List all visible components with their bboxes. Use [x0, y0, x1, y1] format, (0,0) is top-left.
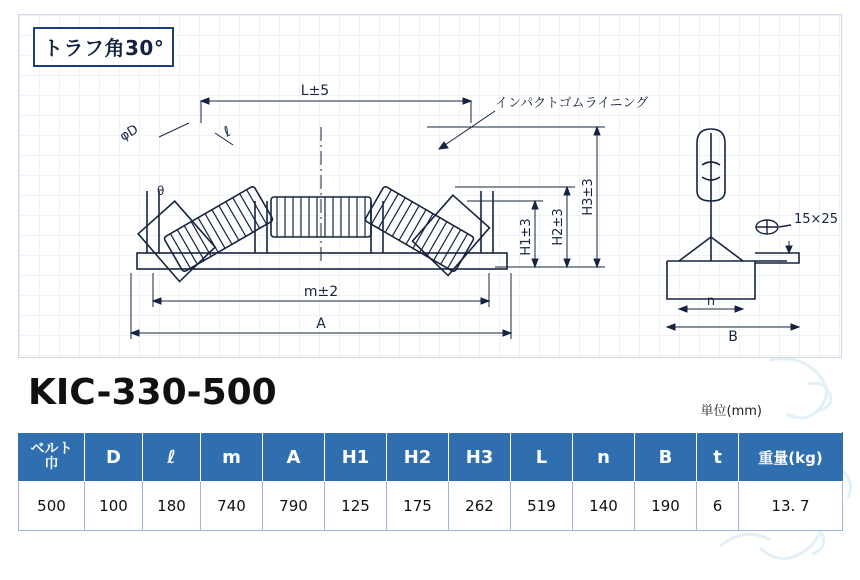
product-code: KIC-330-500: [28, 372, 277, 413]
header-belt-width-line2: 巾: [44, 456, 59, 472]
cell-belt-width: 500: [19, 482, 85, 531]
label-m: m±2: [303, 284, 339, 300]
header-h3: H3: [449, 433, 511, 482]
cell-ell: 180: [143, 482, 201, 531]
header-h1: H1: [325, 433, 387, 482]
spec-table: [18, 432, 843, 531]
label-b: B: [728, 329, 738, 345]
table-row: [19, 482, 843, 531]
cell-d: 100: [85, 482, 143, 531]
label-phi-d: φD: [117, 122, 142, 145]
label-slot: 15×25: [794, 212, 838, 227]
header-n: n: [573, 433, 635, 482]
cell-l: 519: [511, 482, 573, 531]
header-m: m: [201, 433, 263, 482]
cell-n: 140: [573, 482, 635, 531]
table-header-row: [19, 433, 843, 482]
label-h2: H2±3: [551, 208, 566, 246]
spec-table-wrapper: [18, 432, 842, 531]
cell-t: 6: [697, 482, 739, 531]
cell-weight: 13. 7: [739, 482, 843, 531]
label-h3: H3±3: [581, 178, 596, 216]
cell-h1: 125: [325, 482, 387, 531]
label-theta: θ: [157, 184, 165, 198]
header-t: t: [697, 433, 739, 482]
header-l: L: [511, 433, 573, 482]
header-h2: H2: [387, 433, 449, 482]
header-b: B: [635, 433, 697, 482]
unit-note: 単位(mm): [700, 404, 762, 419]
header-belt-width: [19, 433, 85, 482]
cell-h2: 175: [387, 482, 449, 531]
cell-a: 790: [263, 482, 325, 531]
label-a: A: [316, 316, 326, 332]
cell-h3: 262: [449, 482, 511, 531]
label-h1: H1±3: [519, 218, 534, 256]
label-ell: ℓ: [221, 123, 235, 141]
header-d: D: [85, 433, 143, 482]
cell-m: 740: [201, 482, 263, 531]
label-n: n: [706, 294, 716, 309]
header-weight: 重量(kg): [739, 433, 843, 482]
label-length: L±5: [300, 83, 330, 99]
trough-angle-badge: トラフ角30°: [33, 27, 174, 67]
technical-drawing-panel: [18, 14, 842, 358]
cell-b: 190: [635, 482, 697, 531]
header-belt-width-line1: ベルト: [30, 441, 73, 458]
header-a: A: [263, 433, 325, 482]
label-impact-rubber: インパクトゴムライニング: [495, 96, 649, 111]
header-ell: ℓ: [143, 433, 201, 482]
